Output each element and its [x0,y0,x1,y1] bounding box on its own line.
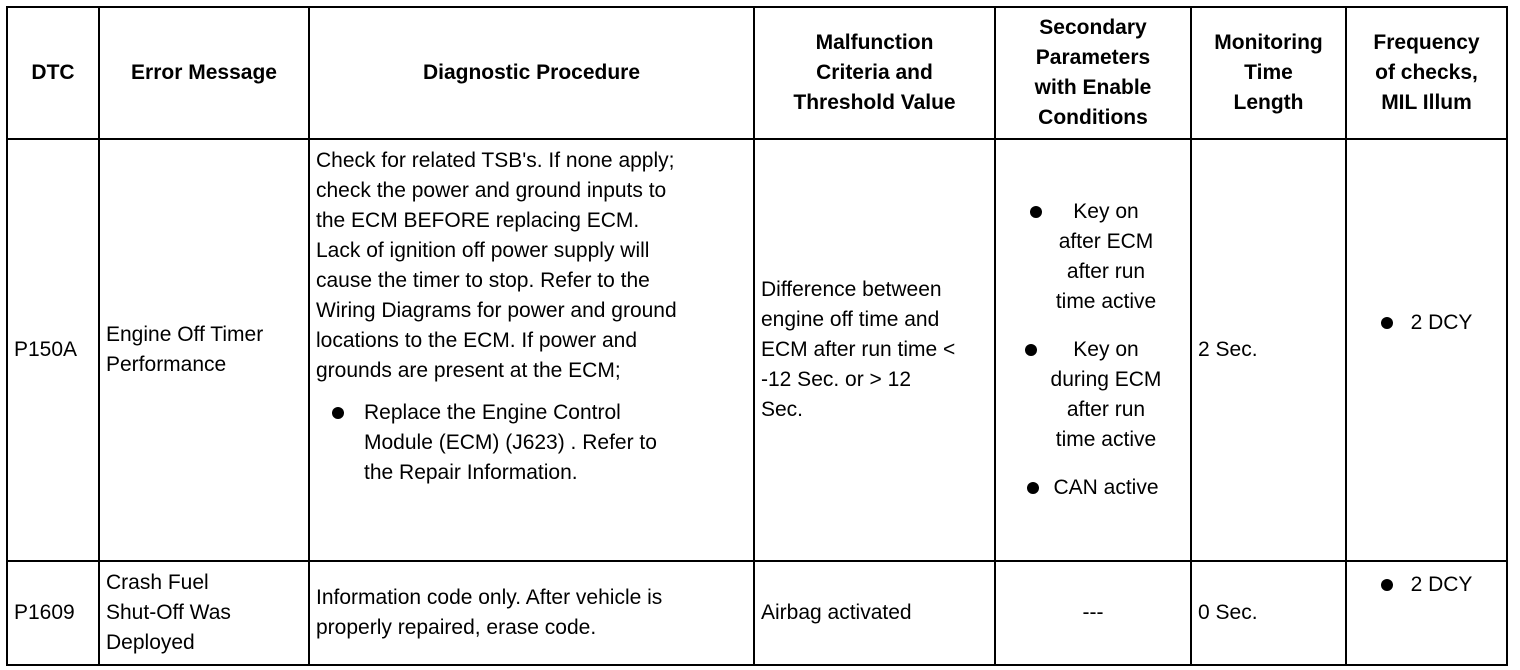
secondary-parameters: --- [995,561,1191,665]
frequency-item [1347,570,1506,600]
frequency-item [1347,308,1506,338]
frequency-cell [1346,139,1507,561]
table-row [7,561,1507,665]
frequency-cell [1346,561,1507,665]
bullet-icon [1030,206,1042,218]
monitoring-time: 2 Sec. [1191,139,1346,561]
procedure-bullet-text: Replace the Engine Control Module (ECM) (J623) . Refer to the Repair Information. [364,401,657,484]
header-monitoring-time: Monitoring Time Length [1191,7,1346,139]
diagnostic-procedure [309,139,754,561]
dtc-code: P150A [7,139,99,561]
header-malfunction-criteria: Malfunction Criteria and Threshold Value [754,7,995,139]
procedure-text: Check for related TSB's. If none apply; check the power and ground inputs to the ECM BEFORE replacing ECM. Lack of ignition off power supply will cause the timer to stop. Refer to the Wiring Diagrams for power and ground locations to the ECM. If power and grounds are present at the ECM; [316,149,677,382]
bullet-icon [1027,482,1039,494]
secondary-item-text: Key on after ECM after run time active [1055,200,1157,313]
header-secondary-parameters: Secondary Parameters with Enable Conditions [995,7,1191,139]
dtc-code: P1609 [7,561,99,665]
dtc-table [6,6,1508,666]
error-message: Engine Off Timer Performance [99,139,309,561]
header-diagnostic-procedure: Diagnostic Procedure [309,7,754,139]
monitoring-time: 0 Sec. [1191,561,1346,665]
malfunction-criteria: Airbag activated [754,561,995,665]
header-frequency: Frequency of checks, MIL Illum [1346,7,1507,139]
error-message: Crash Fuel Shut-Off Was Deployed [99,561,309,665]
secondary-item [996,197,1190,317]
bullet-icon [1381,317,1393,329]
header-error-message: Error Message [99,7,309,139]
table-row [7,139,1507,561]
secondary-item [996,335,1190,455]
secondary-item-text: CAN active [1053,476,1159,499]
bullet-icon [1025,344,1037,356]
procedure-bullet [316,398,747,488]
malfunction-criteria: Difference between engine off time and ECM after run time < -12 Sec. or > 12 Sec. [754,139,995,561]
header-row [7,7,1507,139]
frequency-text: 2 DCY [1410,311,1473,334]
diagnostic-procedure [309,561,754,665]
frequency-text: 2 DCY [1410,573,1473,596]
header-dtc: DTC [7,7,99,139]
secondary-parameters [995,139,1191,561]
secondary-item-text: Key on during ECM after run time active [1050,338,1162,451]
secondary-item [996,473,1190,503]
bullet-icon [332,407,344,419]
procedure-text: Information code only. After vehicle is properly repaired, erase code. [316,586,663,639]
bullet-icon [1381,579,1393,591]
